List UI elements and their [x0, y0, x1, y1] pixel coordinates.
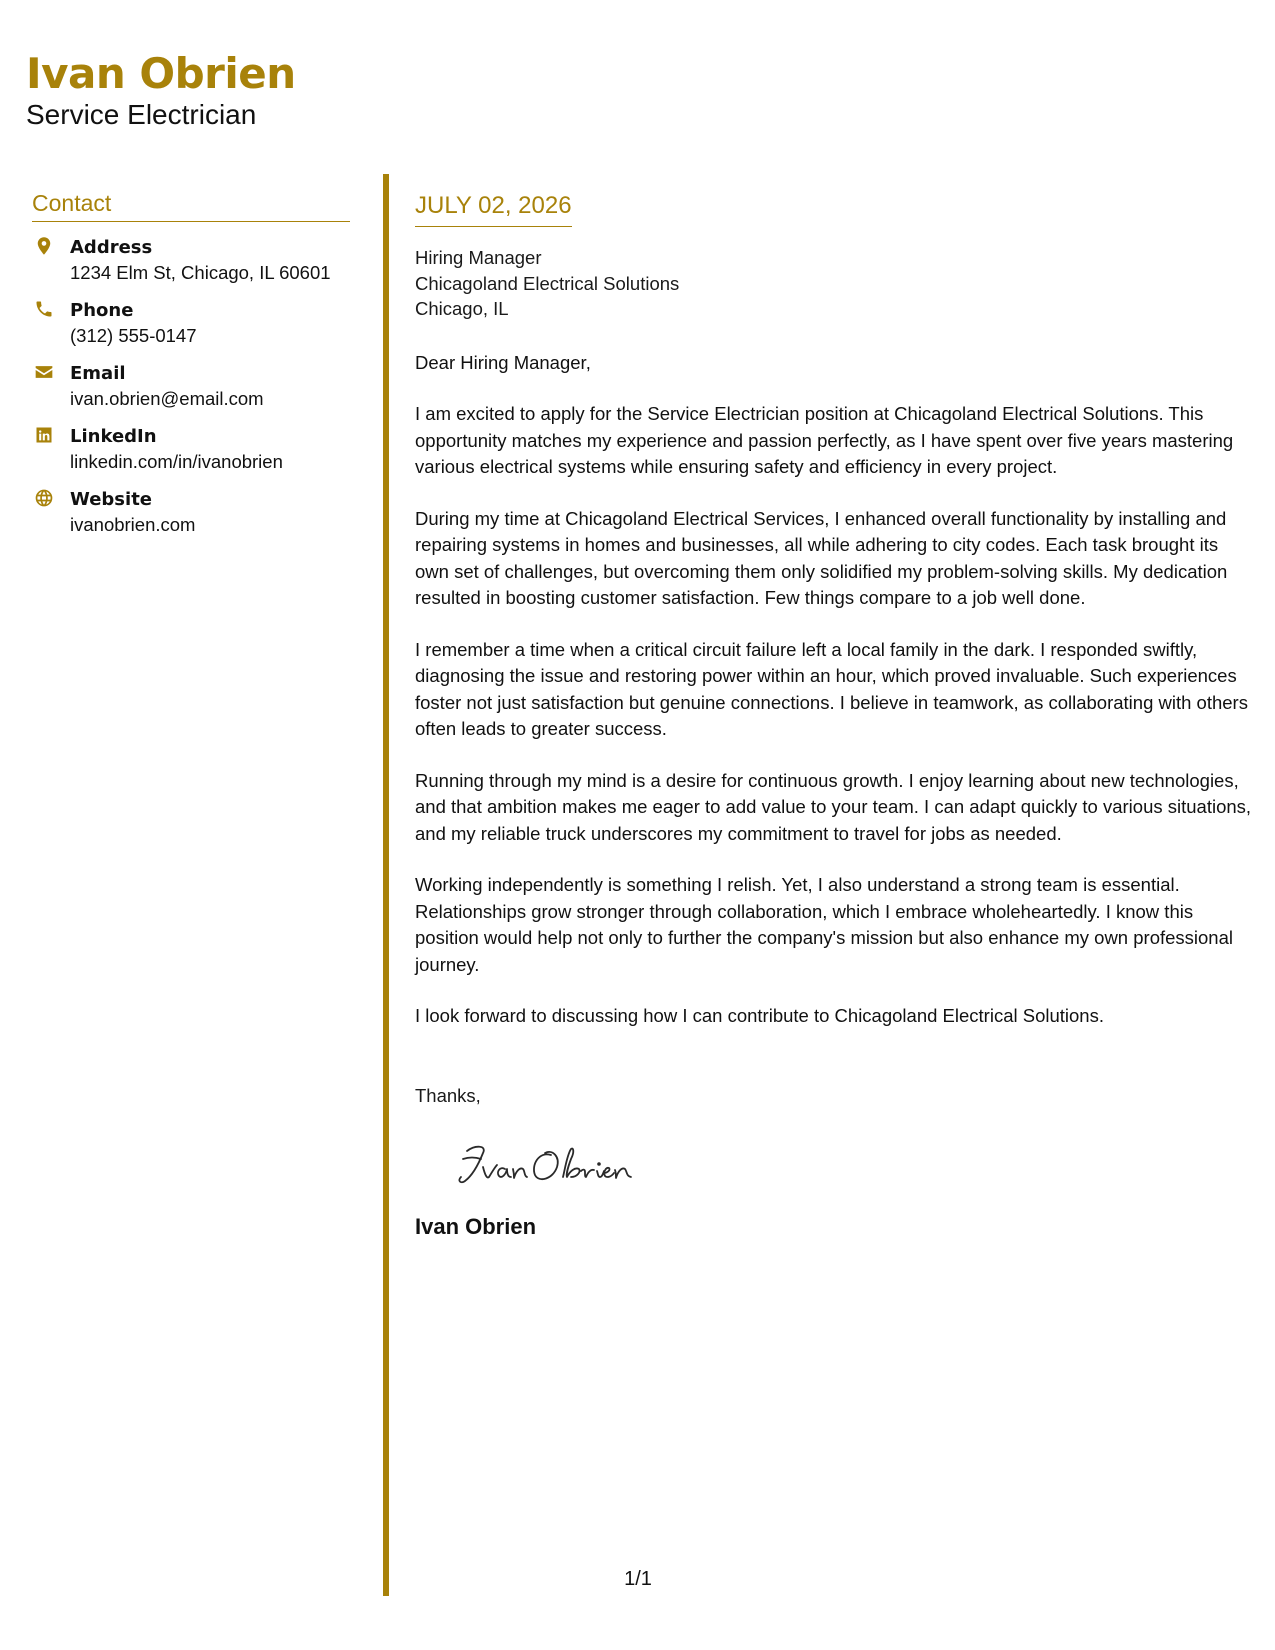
map-pin-icon	[34, 236, 56, 258]
page-number: 1/1	[624, 1568, 652, 1590]
handwritten-signature	[453, 1137, 653, 1193]
contact-label: Website	[70, 489, 153, 510]
salutation: Dear Hiring Manager,	[415, 351, 591, 373]
body-paragraph: Working independently is something I relish. Yet, I also understand a strong team is essential. Relationships grow stronger through collaboration, which I embrace wholeheartedly. I know this position would help not only to further the company's mission but also enhance my own professional journey.	[415, 874, 1233, 975]
recipient-line: Chicagoland Electrical Solutions	[415, 272, 680, 294]
envelope-icon	[34, 362, 56, 384]
contact-email	[32, 362, 350, 414]
applicant-title: Service Electrician	[26, 99, 257, 130]
contact-value: linkedin.com/in/ivanobrien	[70, 451, 283, 472]
body-paragraph: I remember a time when a critical circuit failure left a local family in the dark. I responded swiftly, diagnosing the issue and restoring power within an hour, which proved invaluable. Such experiences foster not just satisfaction but genuine connections. I believe in teamwork, as collaborating with others often leads to greater success.	[415, 638, 1248, 739]
contact-website	[32, 488, 350, 540]
phone-icon	[34, 299, 56, 321]
contact-label: Phone	[70, 300, 134, 321]
recipient-line: Hiring Manager	[415, 247, 542, 268]
letter-date: JULY 02, 2026	[415, 190, 572, 227]
contact-address	[32, 236, 350, 288]
vertical-divider	[383, 174, 389, 1596]
contact-value: ivan.obrien@email.com	[70, 388, 264, 409]
contact-value: ivanobrien.com	[70, 514, 196, 535]
contact-value: 1234 Elm St, Chicago, IL 60601	[70, 262, 331, 283]
applicant-name: Ivan Obrien	[26, 49, 296, 98]
contact-sidebar	[32, 188, 350, 540]
signer-name: Ivan Obrien	[415, 1213, 537, 1239]
body-paragraph: During my time at Chicagoland Electrical Services, I enhanced overall functionality by installing and repairing systems in homes and businesses, all while adhering to city codes. Each task brought its own set of challenges, but overcoming them only solidified my problem-solving skills. My dedication resulted in boosting customer satisfaction. Few things compare to a job well done.	[415, 507, 1228, 608]
contact-label: LinkedIn	[70, 426, 157, 447]
contact-label: Address	[70, 237, 153, 258]
contact-value: (312) 555-0147	[70, 325, 197, 346]
body-paragraph: I am excited to apply for the Service Electrician position at Chicagoland Electrical Solutions. This opportunity matches my experience and passion perfectly, as I have spent over five years mastering various electrical systems while ensuring safety and efficiency in every project.	[415, 403, 1234, 477]
body-paragraph: Running through my mind is a desire for continuous growth. I enjoy learning about new technologies, and that ambition makes me eager to add value to your team. I can adapt quickly to various situations, and my reliable truck underscores my commitment to travel for jobs as needed.	[415, 769, 1252, 844]
linkedin-icon	[34, 425, 56, 447]
closing: Thanks,	[415, 1084, 481, 1106]
contact-phone	[32, 299, 350, 351]
contact-heading: Contact	[32, 188, 350, 222]
body-paragraph: I look forward to discussing how I can contribute to Chicagoland Electrical Solutions.	[415, 1005, 1104, 1026]
globe-icon	[34, 488, 56, 510]
contact-label: Email	[70, 363, 126, 384]
recipient-line: Chicago, IL	[415, 298, 509, 319]
recipient-block	[415, 245, 1255, 322]
letter-body	[415, 190, 1255, 1241]
contact-linkedin	[32, 425, 350, 477]
